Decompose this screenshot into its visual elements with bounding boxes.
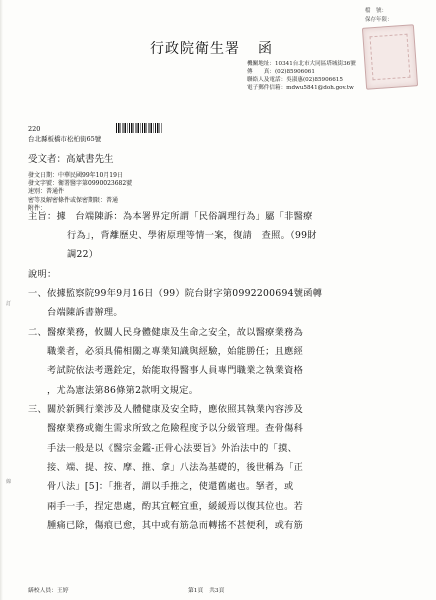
binding-mark: 線 (6, 479, 12, 485)
contact-block (247, 60, 356, 92)
subject-line-3: 調22） (67, 249, 99, 260)
explanation-line: 腫痛已除，傷痕已愈，其中或有筋急而轉搖不甚便利，或有筋 (28, 520, 304, 531)
explanation-line: 手法一般是以《醫宗金鑑-正骨心法要旨》外治法中的「摸、 (28, 443, 298, 454)
recipient-name: 高斌書先生 (66, 154, 114, 165)
explanation-line: 三、關於新興行業涉及人體健康及安全時，應依照其執業內容涉及 (28, 404, 304, 415)
explanation-line: ，尤為憲法第86條第2款明文規定。 (28, 385, 199, 396)
contact-address: 機關地址：10341台北市大同區塔城街36號 (247, 61, 356, 67)
recipient-line (28, 151, 114, 165)
agency-title: 行政院衛生署 (150, 41, 240, 57)
official-seal-stamp (362, 24, 418, 89)
file-number-label: 檔 號： (365, 8, 388, 14)
explanation-line: 台端陳訴書辦理。 (28, 307, 123, 318)
explanation-line: 兩手一手，捏定患處，酌其宜輕宜重，緩緩焉以復其位也。若 (28, 501, 304, 512)
contact-fax: 傳 真：(02)85906061 (247, 69, 315, 75)
issue-number: 發文字號：衛署醫字第0990023682號 (28, 180, 133, 188)
footer-clerk: 繕校人員：王婷 (28, 588, 69, 594)
explanation-line: 職業者，必須具備相關之專業知識與經驗，始能勝任；且應經 (28, 346, 304, 357)
explanation-line: 醫療業務或衛生需求所致之危險程度予以分級管理。查骨傷科 (28, 423, 304, 434)
explanation-line: 骨八法」[5]：「推者，謂以手推之，使還舊處也。拏者，或 (28, 481, 294, 492)
recipient-label: 受文者： (28, 154, 67, 165)
subject-line-1: 主旨：據 台端陳訴：為本署界定所謂「民俗調理行為」屬「非醫療 (28, 211, 313, 222)
footer-page-number: 第1頁 共3頁 (188, 588, 225, 594)
attachment: 附件： (28, 204, 47, 212)
security-level: 密等及解密條件或保密期限：普通 (28, 196, 119, 204)
explanation-line: 考試院依法考選銓定，始能取得醫事人員專門職業之執業資格 (28, 365, 304, 376)
postal-barcode (116, 123, 162, 133)
seal-inner-border (370, 34, 411, 81)
contact-person: 聯絡人及電話：吳淑惠(02)85906615 (247, 77, 343, 83)
postcode: 220 (28, 125, 41, 133)
retention-period-label: 保存年限： (365, 17, 393, 23)
document-type: 函 (258, 41, 274, 57)
binding-mark: 訂 (6, 301, 12, 307)
issue-date: 發文日期：中華民國99年10月19日 (28, 172, 123, 179)
explanation-line: 二、醫療業務，攸關人民身體健康及生命之安全，故以醫療業務為 (28, 327, 304, 338)
mailing-address: 台北縣板橋市松柏街65號 (28, 135, 102, 143)
scan-edge (0, 0, 3, 600)
explanation-line: 一、依據監察院99年9月16日（99）院台財字第0992200694號函轉 (28, 288, 323, 299)
contact-email: 電子郵件信箱：mdwu5841@doh.gov.tw (247, 85, 354, 91)
urgency: 速別：普通件 (28, 188, 65, 196)
explanation-label: 說明： (28, 269, 57, 280)
explanation-line: 接、端、提、按、摩、推、拿」八法為基礎的，後世稱為「正 (28, 462, 304, 473)
subject-line-2: 行為」，背離歷史、學術原理等情一案，復請 查照。（99財 (67, 230, 317, 241)
